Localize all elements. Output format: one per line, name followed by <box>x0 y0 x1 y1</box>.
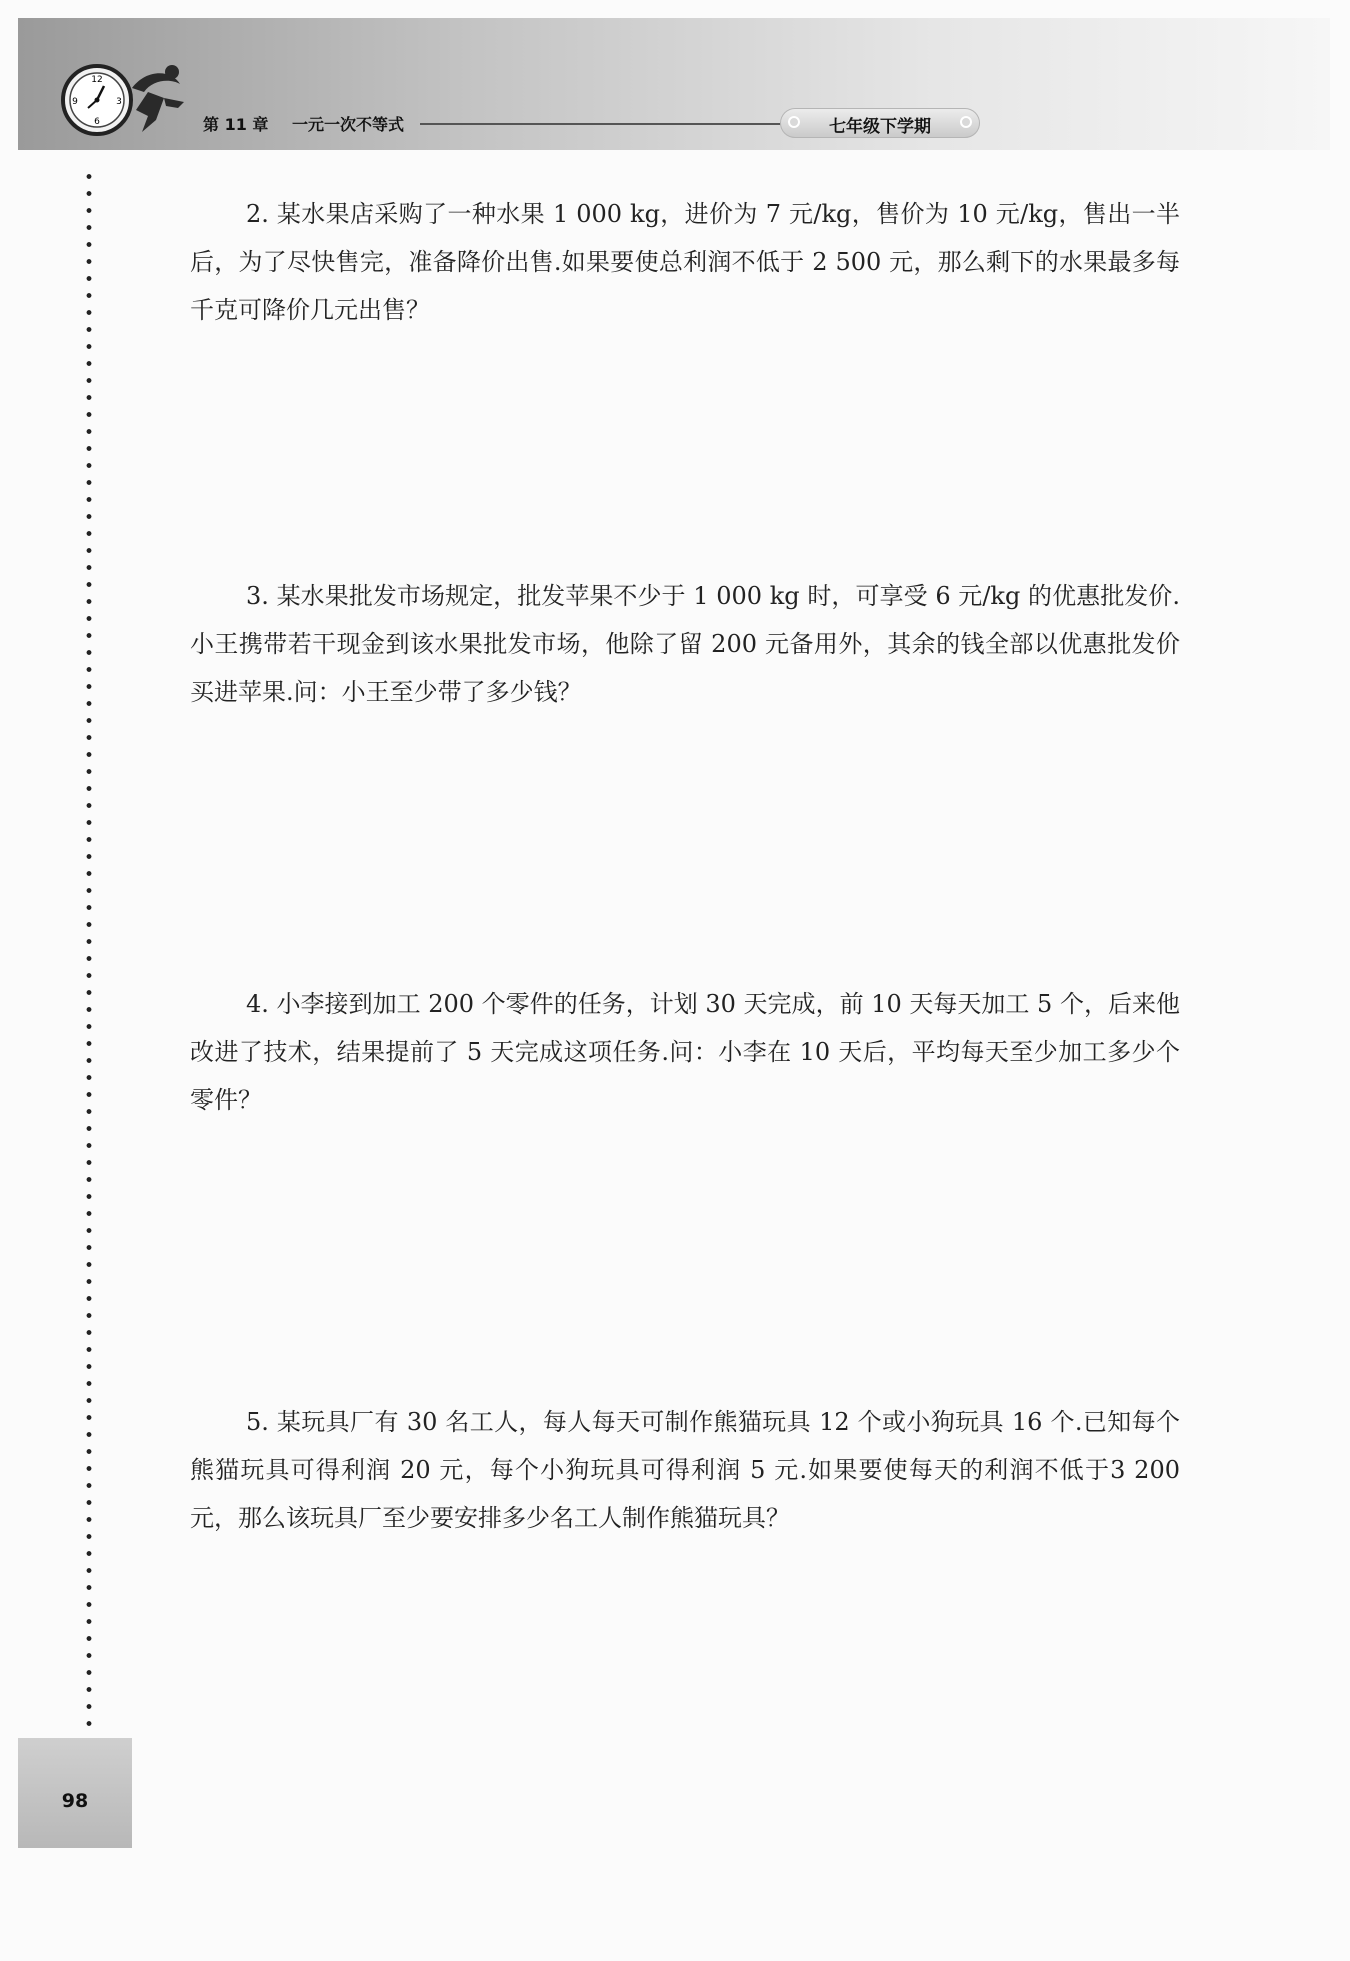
problem-number: 2. <box>246 200 269 228</box>
problem-2 <box>190 190 1180 334</box>
problem-number: 3. <box>246 582 269 610</box>
header-divider <box>420 123 782 125</box>
badge-dot-right-icon <box>960 116 972 128</box>
problem-text: 某玩具厂有 30 名工人，每人每天可制作熊猫玩具 12 个或小狗玩具 16 个.已知每个熊猫玩具可得利润 20 元，每个小狗玩具可得利润 5 元.如果要使每天的利润不低于3 200元，那么该玩具厂至少要安排多少名工人制作熊猫玩具？ <box>190 1408 1180 1532</box>
problem-text: 某水果批发市场规定，批发苹果不少于 1 000 kg 时，可享受 6 元/kg 的优惠批发价.小王携带若干现金到该水果批发市场，他除了留 200 元备用外，其余的钱全部以优惠批发价买进苹果.问：小王至少带了多少钱？ <box>190 582 1180 706</box>
chapter-number: 第 11 章 <box>203 115 269 134</box>
grade-badge <box>780 108 980 138</box>
page-number: 98 <box>61 1790 89 1812</box>
margin-dotted-line <box>86 168 92 1728</box>
chapter-title: 一元一次不等式 <box>292 115 405 134</box>
grade-label: 七年级下学期 <box>829 117 931 137</box>
problem-number: 5. <box>246 1408 269 1436</box>
chapter-heading <box>203 112 404 135</box>
clock-numeral-12: 12 <box>91 75 103 85</box>
problem-text: 某水果店采购了一种水果 1 000 kg，进价为 7 元/kg，售价为 10 元/kg，售出一半后，为了尽快售完，准备降价出售.如果要使总利润不低于 2 500 元，那么剩下的水果最多每千克可降价几元出售？ <box>190 200 1180 324</box>
clock-numeral-3: 3 <box>116 97 122 107</box>
problem-text: 小李接到加工 200 个零件的任务，计划 30 天完成，前 10 天每天加工 5 个，后来他改进了技术，结果提前了 5 天完成这项任务.问：小李在 10 天后，平均每天至少加工多少个零件？ <box>190 990 1180 1114</box>
clock-numeral-6: 6 <box>94 117 100 127</box>
problem-4 <box>190 980 1180 1124</box>
problem-number: 4. <box>246 990 269 1018</box>
problem-5 <box>190 1398 1180 1542</box>
page-number-tab <box>18 1738 132 1848</box>
problem-3 <box>190 572 1180 716</box>
clock-runner-logo-icon <box>52 58 202 148</box>
clock-numeral-9: 9 <box>72 97 78 107</box>
